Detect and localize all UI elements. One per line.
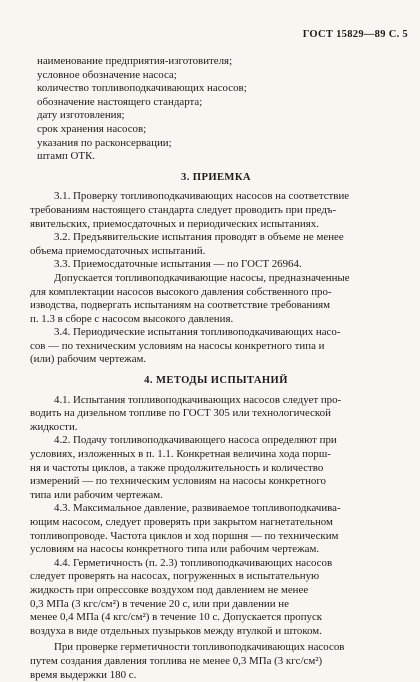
text-line: п. 1.3 в сборе с насосом высокого давления. (30, 312, 234, 325)
text-line: ющим насосом, следует проверять при закрытом нагнетательном (30, 516, 333, 528)
marking-item: указания по расконсервации; (37, 136, 172, 149)
text-line: 3.2. Предъявительские испытания проводят в объеме не менее (54, 231, 344, 244)
page-content (30, 55, 402, 682)
section-heading: 3. ПРИЕМКА (181, 171, 251, 183)
text-line: (или) рабочим чертежам. (30, 353, 147, 366)
marking-item: штамп ОТК. (37, 150, 96, 163)
text-line: Допускается топливоподкачивающие насосы, предназначенные (54, 271, 350, 284)
text-line: время выдержки 180 с. (30, 668, 137, 681)
marking-item: обозначение настоящего стандарта; (37, 95, 203, 108)
marking-item: срок хранения насосов; (37, 122, 147, 135)
text-line: 3.4. Периодические испытания топливоподкачивающих насо- (54, 326, 341, 339)
text-line: следует проверять на насосах, погруженных в испытательную (30, 570, 320, 583)
page-header: ГОСТ 15829—89 С. 5 (302, 29, 408, 40)
text-line: 4.3. Максимальное давление, развиваемое топливоподкачива- (54, 502, 341, 515)
text-line: объема приемосдаточных испытаний. (30, 244, 206, 257)
text-line: для комплектации насосов высокого давления собственного про- (30, 285, 332, 298)
text-line: 3.3. Приемосдаточные испытания — по ГОСТ 26964. (54, 258, 302, 271)
text-line: явительских, приемосдаточных и периодических испытаниях. (30, 217, 319, 230)
paragraph (30, 258, 402, 272)
text-line: 3.1. Проверку топливоподкачивающих насосов на соответствие (54, 190, 350, 203)
paragraph (30, 231, 402, 258)
text-line: воздуха в виде отдельных пузырьков между втулкой и штоком. (30, 624, 322, 637)
text-line: При проверке герметичности топливоподкачивающих насосов (54, 641, 345, 654)
marking-item: количество топливоподкачивающих насосов; (37, 82, 247, 95)
text-line: путем создания давления топлива не менее 0,3 МПа (3 кгс/см²) (30, 654, 323, 667)
text-line: менее 0,4 МПа (4 кгс/см²) в течение 10 с. Допускается пропуск (30, 611, 323, 624)
section-heading: 4. МЕТОДЫ ИСПЫТАНИЙ (144, 375, 288, 387)
text-line: условиях, изложенных в п. 1.1. Конкретная величина хода порш- (30, 448, 331, 461)
text-line: ня и частоты циклов, а также продолжительность и количество (30, 461, 324, 474)
text-line: водить на дизельном топливе по ГОСТ 305 или технологической (30, 407, 331, 420)
text-line: 4.4. Герметичность (п. 2.3) топливоподкачивающих насосов (54, 556, 333, 569)
text-line: жидкость при опрессовке воздухом под давлением не менее (30, 583, 309, 596)
paragraph (30, 326, 402, 367)
text-line: измерений — по техническим условиям на насосы конкретного (30, 475, 326, 488)
text-line: типа или рабочим чертежам. (30, 488, 163, 501)
text-line: сов — по техническим условиям на насосы конкретного типа и (30, 339, 325, 352)
text-line: 4.1. Испытания топливоподкачивающих насосов следует про- (54, 393, 342, 406)
paragraph (30, 272, 402, 326)
paragraph (30, 434, 402, 502)
text-line: условиям на насосы конкретного типа или рабочим чертежам. (30, 543, 320, 556)
text-line: 4.2. Подачу топливоподкачивающего насоса определяют при (54, 434, 337, 447)
text-line: жидкости. (30, 420, 78, 433)
text-line: требованиям настоящего стандарта следует проводить при предъ- (30, 203, 337, 216)
paragraph (30, 557, 402, 639)
paragraph (30, 641, 402, 682)
marking-list (30, 55, 402, 164)
text-line: 0,3 МПа (3 кгс/см²) в течение 20 с, или при давлении не (30, 597, 289, 610)
paragraph (30, 190, 402, 231)
paragraph (30, 502, 402, 556)
paragraph (30, 394, 402, 435)
text-line: изводства, подвергать испытаниям на соответствие требованиям (30, 299, 331, 312)
marking-item: дату изготовления; (37, 109, 125, 122)
text-line: топливопроводе. Частота циклов и ход поршня — по техническим (30, 529, 339, 542)
marking-item: наименование предприятия-изготовителя; (37, 55, 233, 67)
marking-item: условное обозначение насоса; (37, 68, 177, 81)
